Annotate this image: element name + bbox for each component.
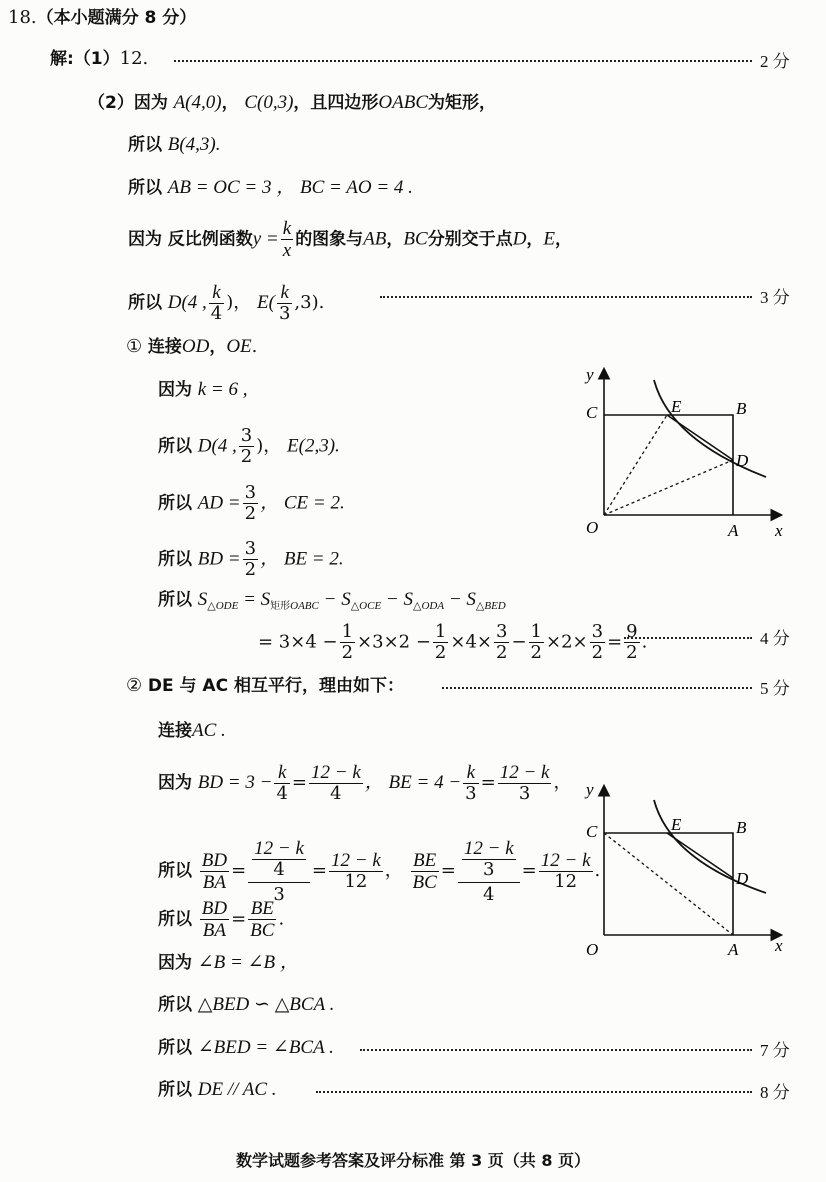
fig2-o-label: O bbox=[586, 940, 599, 959]
angle-eq-line: 所以 ∠BED = ∠BCA . bbox=[158, 1037, 334, 1058]
fig2-c-label: C bbox=[586, 822, 598, 841]
bd-be-expr-line: 因为 BD = 3 − $\frac{k}{4}$ = $\frac{12 - k}{4}$ ， BE = 4 − $\frac{k}{3}$ = $\frac{12 - k}{3}$ ， bbox=[158, 762, 572, 804]
area-line: 所以 $S_{\triangle ODE} = S_{矩形OABC} - S_{\triangle OCE} - S_{\triangle ODA} - S_{\triangle BED}$ bbox=[158, 589, 506, 612]
fig2-x-label: x bbox=[775, 936, 783, 955]
score-7: 7 分 bbox=[760, 1041, 790, 1060]
fig2-y-label: y bbox=[586, 780, 594, 799]
part1-line: 解:（1）12. bbox=[50, 48, 149, 69]
similar-line: 所以 △BED ∽ △BCA . bbox=[158, 994, 335, 1015]
function-line: 因为 反比例函数y = $\frac{k}{x}$ 的图象与AB，BC分别交于点D，E， bbox=[128, 218, 573, 261]
fig2-b-label: B bbox=[736, 818, 747, 837]
fig1-y-label: y bbox=[586, 365, 594, 384]
score-2: 2 分 bbox=[760, 52, 790, 71]
k-value-line: 因为 k = 6 , bbox=[158, 379, 248, 400]
bd-be-line: 所以 BD = $\frac{3}{2}$ ， BE = 2. bbox=[158, 538, 344, 580]
sub1-heading: ① 连接OD，OE. bbox=[126, 336, 258, 357]
fig1-c-label: C bbox=[586, 403, 598, 422]
fig2-d-label: D bbox=[736, 869, 749, 888]
lengths-line: 所以 AB = OC = 3 ， BC = AO = 4 . bbox=[128, 177, 413, 198]
sub2-heading: ② DE 与 AC 相互平行，理由如下： bbox=[126, 675, 404, 696]
question-number: 18.（本小题满分 8 分） bbox=[8, 7, 197, 28]
part2-intro: （2）因为 A(4,0)， C(0,3)，且四边形OABC为矩形， bbox=[88, 92, 497, 113]
area-calc-line: = 3×4 − $\frac{1}{2}$ ×3×2 − $\frac{1}{2}$ ×4× $\frac{3}{2}$ − $\frac{1}{2}$ ×2× $\frac{3}{2}$ = $\frac{9}{2}$ . bbox=[258, 621, 648, 663]
figure-2 bbox=[570, 775, 800, 965]
fig2-a-label: A bbox=[728, 940, 739, 959]
fig1-b-label: B bbox=[736, 399, 747, 418]
ad-ce-line: 所以 AD = $\frac{3}{2}$ ， CE = 2. bbox=[158, 482, 345, 524]
k-over-x: $\frac{k}{x}$ bbox=[282, 218, 292, 261]
score-3: 3 分 bbox=[760, 288, 790, 307]
parallel-line: 所以 DE // AC . bbox=[158, 1079, 277, 1100]
score-4: 4 分 bbox=[760, 629, 790, 648]
angle-line: 因为 ∠B = ∠B ， bbox=[158, 952, 299, 973]
page-footer: 数学试题参考答案及评分标准 第 3 页（共 8 页） bbox=[235, 1151, 591, 1170]
score-8: 8 分 bbox=[760, 1083, 790, 1102]
connect-ac-line: 连接AC . bbox=[158, 720, 226, 741]
ratio-line: 所以 $\frac{BD}{BA}$ = $\frac{\frac{12 - k}{4}}{3}$ = $\frac{12 - k}{12}$ ， $\frac{BE}{BC}$ = $\frac{\frac{12 - k}{3}}{4}$ = $\frac{12 - k}{12}$ . bbox=[158, 838, 601, 905]
question-title: （本小题满分 8 分） bbox=[36, 8, 197, 28]
de-points-line: 所以 D(4 , $\frac{k}{4}$ )， E( $\frac{k}{3}$ ,3). bbox=[128, 282, 325, 324]
b-point-line: 所以 B(4,3). bbox=[128, 134, 221, 155]
fig2-e-label: E bbox=[671, 815, 682, 834]
fig1-a-label: A bbox=[728, 521, 739, 540]
figure-1 bbox=[570, 360, 800, 545]
fig1-o-label: O bbox=[586, 518, 599, 537]
fig1-e-label: E bbox=[671, 397, 682, 416]
score-5: 5 分 bbox=[760, 679, 790, 698]
ratio-equal-line: 所以 $\frac{BD}{BA}$ = $\frac{BE}{BC}$ . bbox=[158, 898, 285, 941]
fig1-d-label: D bbox=[736, 451, 749, 470]
fig1-x-label: x bbox=[775, 521, 783, 540]
de-coords-line: 所以 D(4 , $\frac{3}{2}$ )， E(2,3). bbox=[158, 425, 340, 467]
